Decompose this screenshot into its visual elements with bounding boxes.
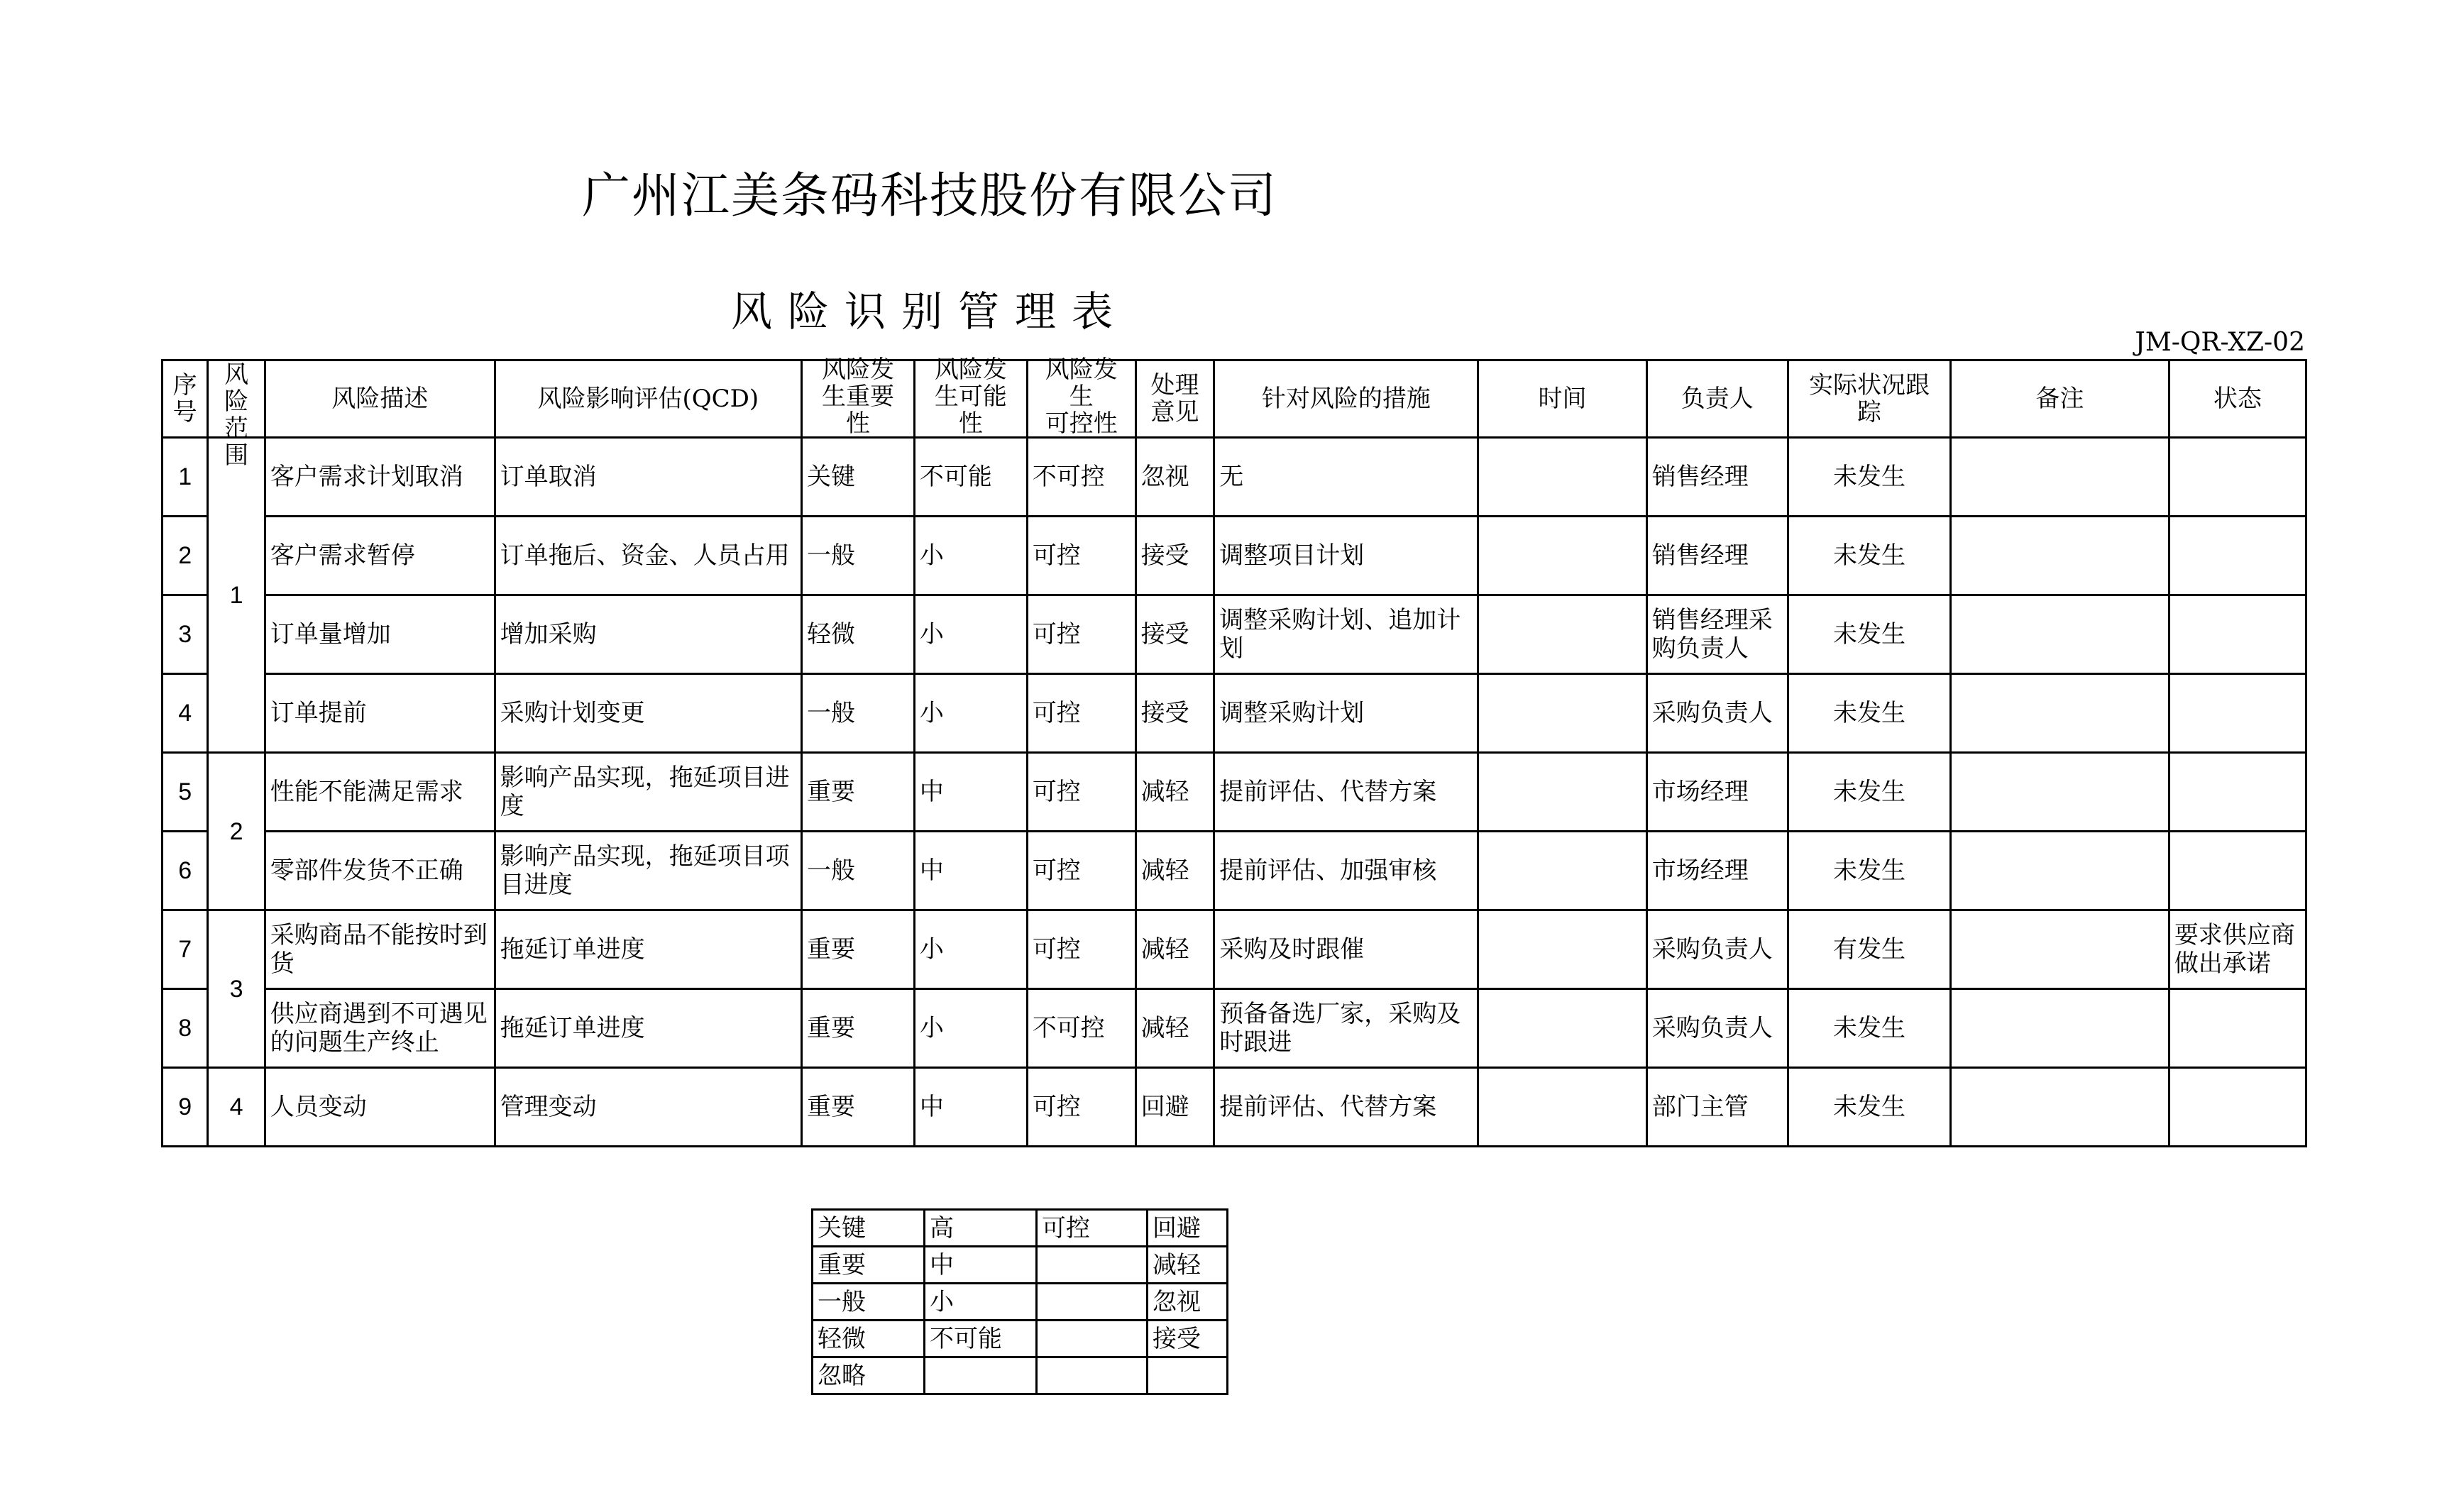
cell-likelihood: 小: [914, 517, 1027, 595]
cell-status: [2169, 832, 2306, 910]
cell-tracking: 未发生: [1788, 517, 1950, 595]
table-header-row: [163, 360, 2306, 438]
cell-measure: 提前评估、代替方案: [1214, 753, 1478, 832]
cell-seq: 5: [163, 753, 208, 832]
cell-handling: 接受: [1135, 674, 1214, 753]
header-handling: 处理 意见: [1135, 360, 1214, 438]
cell-remark: [1951, 674, 2169, 753]
legend-control: [1037, 1284, 1148, 1321]
cell-tracking: 未发生: [1788, 989, 1950, 1068]
legend-control: [1037, 1321, 1148, 1357]
cell-description: 性能不能满足需求: [265, 753, 495, 832]
legend-row: [813, 1284, 1228, 1321]
cell-controllability: 不可控: [1027, 438, 1135, 517]
table-row: [163, 674, 2306, 753]
cell-description: 订单提前: [265, 674, 495, 753]
cell-owner: 市场经理: [1646, 832, 1788, 910]
cell-status: [2169, 1068, 2306, 1147]
cell-description: 订单量增加: [265, 595, 495, 674]
cell-status: [2169, 517, 2306, 595]
cell-likelihood: 不可能: [914, 438, 1027, 517]
cell-time: [1478, 674, 1646, 753]
cell-likelihood: 小: [914, 910, 1027, 989]
cell-time: [1478, 910, 1646, 989]
cell-remark: [1951, 910, 2169, 989]
cell-controllability: 可控: [1027, 595, 1135, 674]
cell-description: 零部件发货不正确: [265, 832, 495, 910]
header-controllability: 风险发 生 可控性: [1027, 360, 1135, 438]
cell-time: [1478, 1068, 1646, 1147]
cell-handling: 忽视: [1135, 438, 1214, 517]
legend-handling: 接受: [1148, 1321, 1228, 1357]
cell-likelihood: 小: [914, 674, 1027, 753]
table-row: [163, 989, 2306, 1068]
company-title: 广州江美条码科技股份有限公司: [581, 168, 1277, 224]
cell-severity: 重要: [802, 1068, 915, 1147]
risk-table: [161, 356, 2307, 1147]
cell-handling: 接受: [1135, 517, 1214, 595]
cell-impact: 订单拖后、资金、人员占用: [495, 517, 801, 595]
legend-row: [813, 1321, 1228, 1357]
cell-controllability: 不可控: [1027, 989, 1135, 1068]
cell-scope: 4: [208, 1068, 265, 1147]
cell-owner: 采购负责人: [1646, 674, 1788, 753]
cell-status: 要求供应商做出承诺: [2169, 910, 2306, 989]
cell-measure: 调整采购计划、追加计划: [1214, 595, 1478, 674]
cell-remark: [1951, 989, 2169, 1068]
legend-table: [811, 1208, 1228, 1395]
cell-scope: 1: [208, 438, 265, 753]
header-severity: 风险发 生重要 性: [802, 360, 915, 438]
cell-controllability: 可控: [1027, 910, 1135, 989]
cell-description: 供应商遇到不可遇见的问题生产终止: [265, 989, 495, 1068]
cell-controllability: 可控: [1027, 753, 1135, 832]
cell-time: [1478, 832, 1646, 910]
cell-severity: 重要: [802, 910, 915, 989]
cell-seq: 2: [163, 517, 208, 595]
cell-handling: 回避: [1135, 1068, 1214, 1147]
header-impact: 风险影响评估(QCD): [495, 360, 801, 438]
cell-owner: 销售经理采购负责人: [1646, 595, 1788, 674]
cell-measure: 采购及时跟催: [1214, 910, 1478, 989]
legend-severity: 轻微: [813, 1321, 925, 1357]
legend-severity: 关键: [813, 1210, 925, 1247]
cell-time: [1478, 989, 1646, 1068]
cell-controllability: 可控: [1027, 1068, 1135, 1147]
legend-severity: 重要: [813, 1247, 925, 1284]
cell-remark: [1951, 1068, 2169, 1147]
table-row: [163, 517, 2306, 595]
cell-controllability: 可控: [1027, 832, 1135, 910]
cell-status: [2169, 989, 2306, 1068]
cell-handling: 减轻: [1135, 910, 1214, 989]
cell-description: 人员变动: [265, 1068, 495, 1147]
cell-severity: 轻微: [802, 595, 915, 674]
cell-seq: 1: [163, 438, 208, 517]
cell-handling: 接受: [1135, 595, 1214, 674]
cell-controllability: 可控: [1027, 517, 1135, 595]
cell-owner: 销售经理: [1646, 517, 1788, 595]
legend-severity: 一般: [813, 1284, 925, 1321]
cell-measure: 调整项目计划: [1214, 517, 1478, 595]
cell-tracking: 未发生: [1788, 832, 1950, 910]
cell-likelihood: 小: [914, 989, 1027, 1068]
cell-likelihood: 小: [914, 595, 1027, 674]
legend-likelihood: 中: [925, 1247, 1037, 1284]
legend-control: 可控: [1037, 1210, 1148, 1247]
legend-control: [1037, 1247, 1148, 1284]
cell-measure: 提前评估、代替方案: [1214, 1068, 1478, 1147]
cell-impact: 影响产品实现，拖延项目项目进度: [495, 832, 801, 910]
cell-owner: 市场经理: [1646, 753, 1788, 832]
cell-remark: [1951, 438, 2169, 517]
cell-seq: 9: [163, 1068, 208, 1147]
header-tracking: 实际状况跟 踪: [1788, 360, 1950, 438]
header-remark: 备注: [1951, 360, 2169, 438]
header-seq: 序 号: [163, 360, 208, 438]
cell-impact: 订单取消: [495, 438, 801, 517]
header-owner: 负责人: [1646, 360, 1788, 438]
cell-impact: 增加采购: [495, 595, 801, 674]
cell-handling: 减轻: [1135, 832, 1214, 910]
header-status: 状态: [2169, 360, 2306, 438]
table-row: [163, 832, 2306, 910]
legend-row: [813, 1357, 1228, 1394]
cell-description: 客户需求暂停: [265, 517, 495, 595]
table-row: [163, 595, 2306, 674]
cell-remark: [1951, 753, 2169, 832]
cell-severity: 重要: [802, 989, 915, 1068]
table-row: [163, 910, 2306, 989]
cell-impact: 采购计划变更: [495, 674, 801, 753]
cell-severity: 重要: [802, 753, 915, 832]
cell-owner: 采购负责人: [1646, 989, 1788, 1068]
legend-handling: 回避: [1148, 1210, 1228, 1247]
cell-likelihood: 中: [914, 1068, 1027, 1147]
cell-owner: 采购负责人: [1646, 910, 1788, 989]
cell-tracking: 未发生: [1788, 1068, 1950, 1147]
cell-likelihood: 中: [914, 753, 1027, 832]
cell-time: [1478, 438, 1646, 517]
cell-description: 客户需求计划取消: [265, 438, 495, 517]
header-scope: 风险 范围: [208, 360, 265, 438]
cell-status: [2169, 595, 2306, 674]
legend-handling: 忽视: [1148, 1284, 1228, 1321]
cell-measure: 调整采购计划: [1214, 674, 1478, 753]
cell-controllability: 可控: [1027, 674, 1135, 753]
cell-seq: 8: [163, 989, 208, 1068]
cell-remark: [1951, 832, 2169, 910]
legend-handling: [1148, 1357, 1228, 1394]
cell-tracking: 未发生: [1788, 753, 1950, 832]
legend-control: [1037, 1357, 1148, 1394]
cell-handling: 减轻: [1135, 989, 1214, 1068]
legend-row: [813, 1210, 1228, 1247]
legend-likelihood: 小: [925, 1284, 1037, 1321]
cell-time: [1478, 517, 1646, 595]
cell-status: [2169, 674, 2306, 753]
cell-scope: 2: [208, 753, 265, 910]
cell-tracking: 未发生: [1788, 674, 1950, 753]
cell-severity: 一般: [802, 832, 915, 910]
cell-status: [2169, 438, 2306, 517]
header-time: 时间: [1478, 360, 1646, 438]
legend-likelihood: 不可能: [925, 1321, 1037, 1357]
cell-time: [1478, 595, 1646, 674]
cell-tracking: 有发生: [1788, 910, 1950, 989]
cell-owner: 销售经理: [1646, 438, 1788, 517]
cell-description: 采购商品不能按时到货: [265, 910, 495, 989]
legend-row: [813, 1247, 1228, 1284]
cell-severity: 一般: [802, 674, 915, 753]
cell-remark: [1951, 517, 2169, 595]
cell-measure: 无: [1214, 438, 1478, 517]
cell-seq: 3: [163, 595, 208, 674]
cell-seq: 6: [163, 832, 208, 910]
cell-impact: 拖延订单进度: [495, 989, 801, 1068]
cell-seq: 7: [163, 910, 208, 989]
legend-severity: 忽略: [813, 1357, 925, 1394]
table-row: [163, 1068, 2306, 1147]
cell-likelihood: 中: [914, 832, 1027, 910]
cell-impact: 管理变动: [495, 1068, 801, 1147]
cell-scope: 3: [208, 910, 265, 1068]
legend-likelihood: [925, 1357, 1037, 1394]
legend-likelihood: 高: [925, 1210, 1037, 1247]
cell-measure: 预备备选厂家，采购及时跟进: [1214, 989, 1478, 1068]
cell-owner: 部门主管: [1646, 1068, 1788, 1147]
cell-impact: 拖延订单进度: [495, 910, 801, 989]
header-description: 风险描述: [265, 360, 495, 438]
legend-handling: 减轻: [1148, 1247, 1228, 1284]
header-likelihood: 风险发 生可能 性: [914, 360, 1027, 438]
cell-tracking: 未发生: [1788, 438, 1950, 517]
cell-status: [2169, 753, 2306, 832]
cell-seq: 4: [163, 674, 208, 753]
cell-impact: 影响产品实现，拖延项目进度: [495, 753, 801, 832]
table-row: [163, 438, 2306, 517]
table-row: [163, 753, 2306, 832]
cell-severity: 关键: [802, 438, 915, 517]
cell-severity: 一般: [802, 517, 915, 595]
document-code: JM-QR-XZ-02: [2135, 328, 2305, 357]
form-title: 风险识别管理表: [730, 287, 1128, 336]
cell-tracking: 未发生: [1788, 595, 1950, 674]
cell-measure: 提前评估、加强审核: [1214, 832, 1478, 910]
cell-time: [1478, 753, 1646, 832]
cell-handling: 减轻: [1135, 753, 1214, 832]
cell-remark: [1951, 595, 2169, 674]
header-measure: 针对风险的措施: [1214, 360, 1478, 438]
